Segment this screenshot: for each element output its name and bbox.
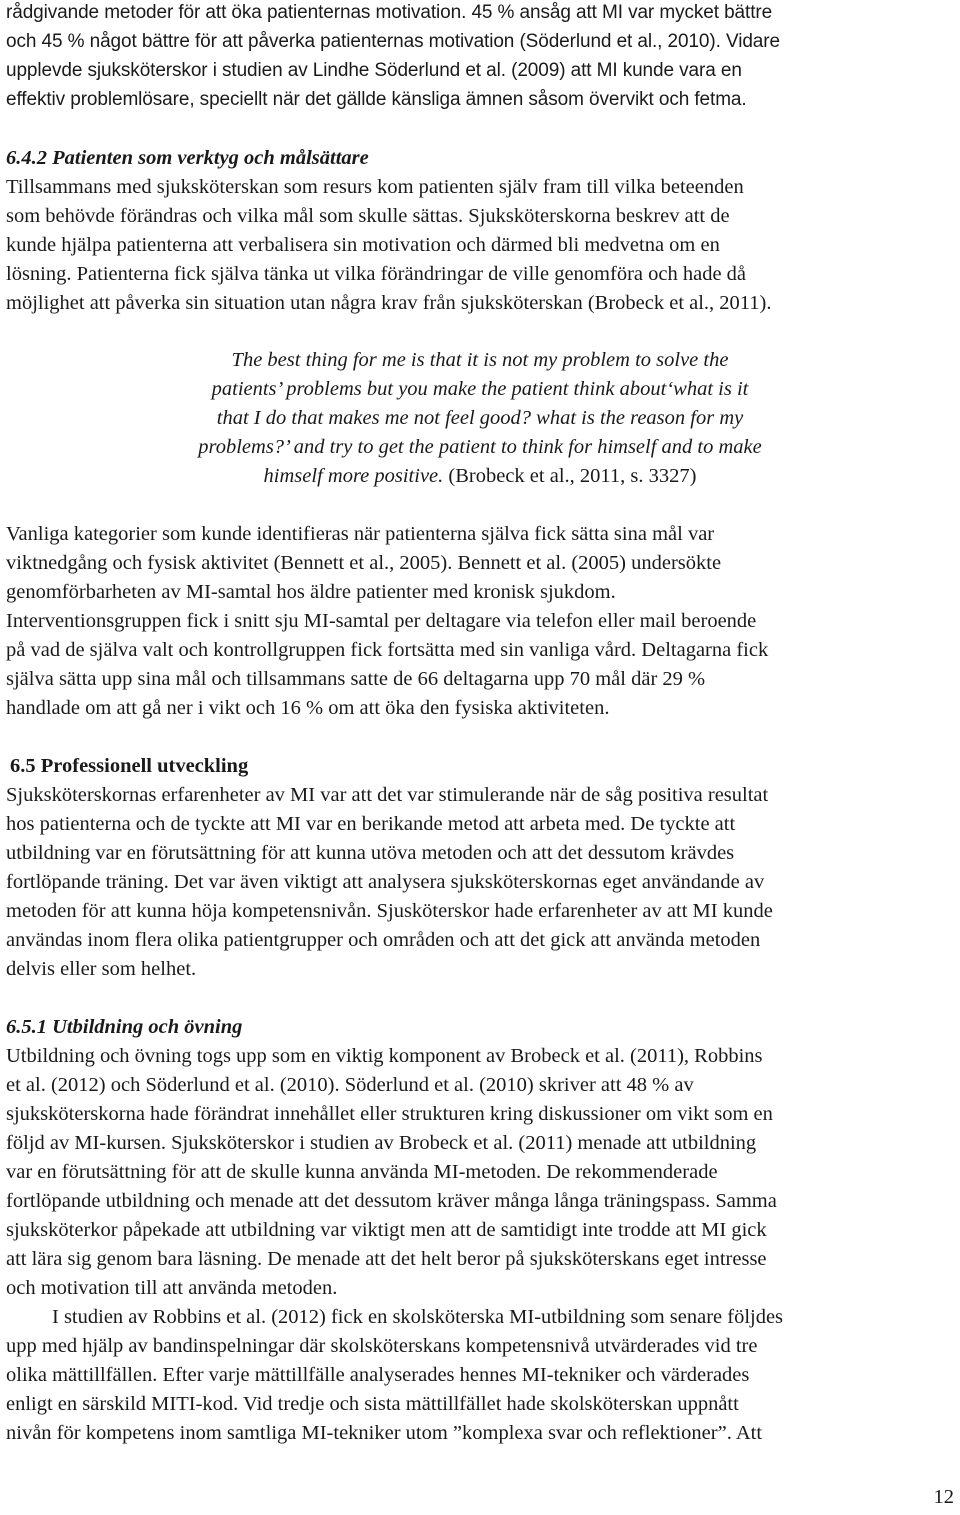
paragraph-line: fortlöpande träning. Det var även viktigt att analysera sjuksköterskornas eget användande av: [6, 871, 765, 893]
paragraph-line: Vanliga kategorier som kunde identifieras när patienterna själva fick sätta sina mål var: [6, 523, 715, 545]
paragraph-line: följd av MI-kursen. Sjuksköterskor i studien av Brobeck et al. (2011) menade att utbildning: [6, 1132, 757, 1154]
quote-line: patients’ problems but you make the patient think about‘what is it: [211, 378, 749, 400]
paragraph-line: Utbildning och övning togs upp som en viktig komponent av Brobeck et al. (2011), Robbins: [6, 1045, 763, 1067]
paragraph-line: hos patienterna och de tyckte att MI var en berikande metod att arbeta med. De tyckte att: [6, 813, 736, 835]
paragraph-line: fortlöpande utbildning och menade att det dessutom kräver många långa träningspass. Samma: [6, 1190, 777, 1212]
paragraph-line: själva sätta upp sina mål och tillsammans satte de 66 deltagarna upp 70 mål där 29 %: [6, 668, 706, 690]
paragraph-line: et al. (2012) och Söderlund et al. (2010). Söderlund et al. (2010) skriver att 48 % av: [6, 1074, 694, 1096]
paragraph-line: Interventionsgruppen fick i snitt sju MI-samtal per deltagare via telefon eller mail beroende: [6, 610, 757, 632]
paragraph-line: olika mättillfällen. Efter varje mättillfälle analyserades hennes MI-tekniker och värderades: [6, 1364, 750, 1386]
paragraph-line: att lära sig genom bara läsning. De menade att det helt beror på sjuksköterskans eget intresse: [6, 1248, 767, 1270]
section-heading-6-5-1: 6.5.1 Utbildning och övning: [6, 1016, 243, 1038]
paragraph-line: upplevde sjuksköterskor i studien av Lindhe Söderlund et al. (2009) att MI kunde vara en: [6, 60, 742, 81]
paragraph-line: var en förutsättning för att de skulle kunna använda MI-metoden. De rekommenderade: [6, 1161, 718, 1183]
paragraph-line: nivån för kompetens inom samtliga MI-tekniker utom ”komplexa svar och reflektioner”. Att: [6, 1422, 763, 1444]
paragraph-line: användas inom flera olika patientgrupper och områden och att det gick att använda metoden: [6, 929, 761, 951]
section-heading-6-4-2: [6, 145, 369, 171]
quote-citation: (Brobeck et al., 2011, s. 3327): [443, 465, 697, 487]
quote-line: that I do that makes me not feel good? what is the reason for my: [216, 407, 744, 429]
paragraph-line: enligt en särskild MITI-kod. Vid tredje och sista mättillfället hade skolsköterskan uppnått: [6, 1393, 739, 1415]
paragraph-line: viktnedgång och fysisk aktivitet (Bennett et al., 2005). Bennett et al. (2005) undersökte: [6, 552, 722, 574]
paragraph-line: utbildning var en förutsättning för att kunna utöva metoden och att det dessutom krävdes: [6, 842, 735, 864]
paragraph-line: kunde hjälpa patienterna att verbalisera sin motivation och därmed bli medvetna om en: [6, 234, 720, 256]
quote-line: problems?’ and try to get the patient to think for himself and to make: [198, 436, 762, 458]
paragraph-line: möjlighet att påverka sin situation utan några krav från sjuksköterskan (Brobeck et al., 2011).: [6, 292, 772, 314]
paragraph-line: på vad de själva valt och kontrollgruppen fick fortsätta med sin vanliga vård. Deltagarna fick: [6, 639, 769, 661]
paragraph-line: delvis eller som helhet.: [6, 958, 197, 980]
paragraph-line: och motivation till att använda metoden.: [6, 1277, 338, 1299]
paragraph-line: rådgivande metoder för att öka patienternas motivation. 45 % ansåg att MI var mycket bättre: [6, 2, 773, 23]
paragraph-line: genomförbarheten av MI-samtal hos äldre patienter med kronisk sjukdom.: [6, 581, 616, 603]
paragraph-line: metoden för att kunna höja kompetensnivån. Sjusköterskor hade erfarenheter av att MI kunde: [6, 900, 773, 922]
paragraph-line: sjuksköterskorna hade förändrat innehållet eller strukturen kring diskussioner om vikt som en: [6, 1103, 773, 1125]
quote-line: The best thing for me is that it is not my problem to solve the: [231, 349, 729, 371]
paragraph-line: Sjuksköterskornas erfarenheter av MI var att det var stimulerande när de såg positiva resultat: [6, 784, 769, 806]
paragraph-line: effektiv problemlösare, speciellt när det gällde känsliga ämnen såsom övervikt och fetma.: [6, 89, 747, 110]
section-heading-6-5: 6.5 Professionell utveckling: [10, 755, 249, 777]
heading-number: 6.4.2: [6, 147, 47, 169]
page-number: 12: [933, 1486, 954, 1508]
paragraph-line: Tillsammans med sjuksköterskan som resurs kom patienten själv fram till vilka beteenden: [6, 176, 744, 198]
paragraph-line: upp med hjälp av bandinspelningar där skolsköterskans kompetensnivå utvärderades vid tre: [6, 1335, 758, 1357]
paragraph-line: lösning. Patienterna fick själva tänka ut vilka förändringar de ville genomföra och hade då: [6, 263, 747, 285]
heading-title: Patienten som verktyg och målsättare: [52, 147, 369, 169]
quote-line: himself more positive. (Brobeck et al., 2011, s. 3327): [263, 465, 697, 487]
paragraph-line: sjuksköterkor påpekade att utbildning var viktigt men att de samtidigt inte trodde att MI gick: [6, 1219, 767, 1241]
paragraph-line: handlade om att gå ner i vikt och 16 % om att öka den fysiska aktiviteten.: [6, 697, 610, 719]
paragraph-line: och 45 % något bättre för att påverka patienternas motivation (Söderlund et al., 2010). Vidare: [6, 31, 780, 52]
paragraph-line: I studien av Robbins et al. (2012) fick en skolsköterska MI-utbildning som senare följdes: [52, 1306, 784, 1328]
paragraph-line: som behövde förändras och vilka mål som skulle sättas. Sjuksköterskorna beskrev att de: [6, 205, 730, 227]
